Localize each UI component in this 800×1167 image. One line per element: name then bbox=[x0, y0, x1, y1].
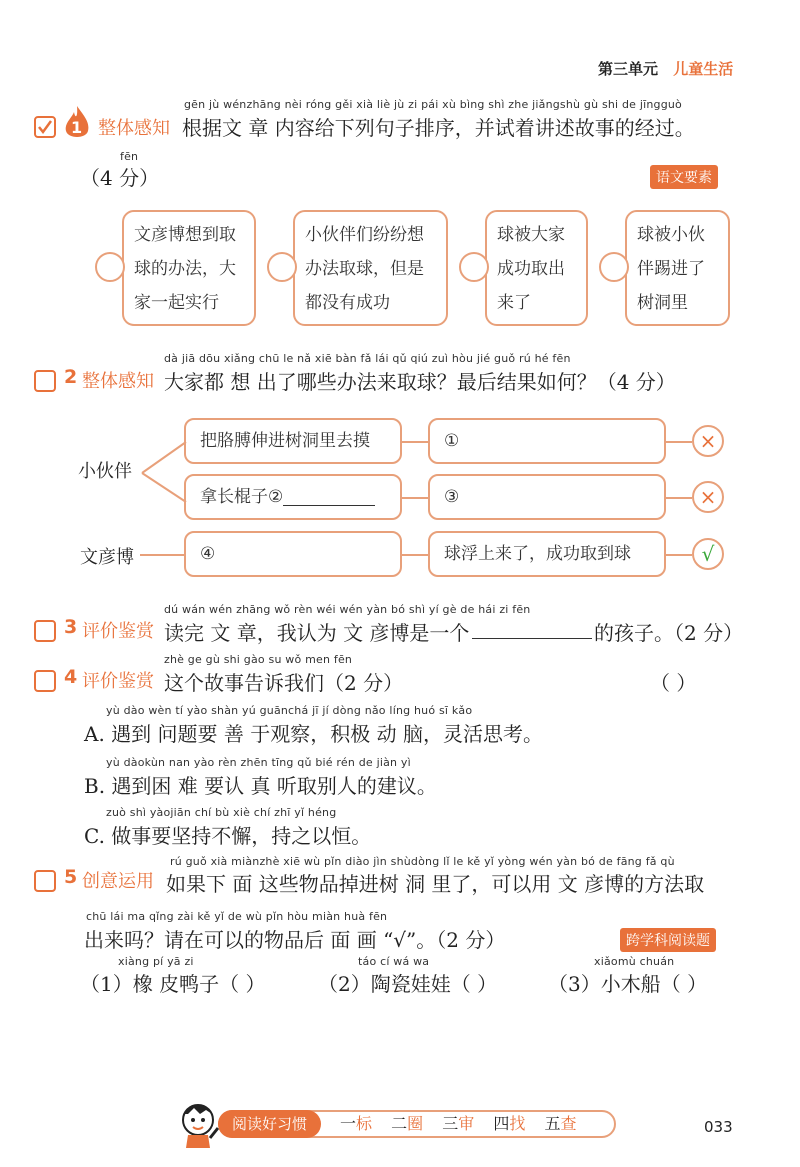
order-circle-4[interactable] bbox=[599, 252, 629, 282]
q3-question-a: 读完 文 章，我认为 文 彦博是一个 bbox=[164, 621, 470, 645]
check-icon bbox=[36, 118, 54, 136]
reading-habit-label: 阅读好习惯 bbox=[218, 1110, 321, 1138]
q5-question-2: 出来吗？请在可以的物品后 面 画 “√”。（2 分） bbox=[84, 928, 506, 952]
order-circle-1[interactable] bbox=[95, 252, 125, 282]
q1-score-pinyin: fēn bbox=[120, 150, 139, 163]
q3-number: 3 bbox=[64, 616, 78, 638]
result-box-1: ① bbox=[428, 418, 666, 464]
q4-question: 这个故事告诉我们（2 分） bbox=[164, 671, 404, 695]
group-label-friends: 小伙伴 bbox=[78, 461, 132, 482]
boy-mascot-icon bbox=[176, 1098, 222, 1150]
blank-2[interactable] bbox=[283, 485, 375, 506]
order-card-3: 球被大家成功取出来了 bbox=[485, 210, 588, 326]
step-1-verb: 标 bbox=[356, 1114, 373, 1133]
method-box-3: ④ bbox=[184, 531, 402, 577]
link-5 bbox=[666, 497, 692, 499]
item-2-pinyin: táo cí wá wa bbox=[358, 955, 430, 968]
unit-label bbox=[598, 58, 733, 79]
unit-text: 第三单元 bbox=[598, 60, 659, 78]
q4-answer-paren[interactable]: （ ） bbox=[650, 671, 697, 695]
step-2-num: 二 bbox=[391, 1114, 408, 1133]
link-1 bbox=[402, 441, 428, 443]
q2-number: 2 bbox=[64, 366, 78, 388]
method-box-1: 把胳膊伸进树洞里去摸 bbox=[184, 418, 402, 464]
result-box-3: 球浮上来了，成功取到球 bbox=[428, 531, 666, 577]
item-wooden-boat[interactable]: （3）小木船（ ） bbox=[548, 972, 708, 996]
option-c[interactable]: C. 做事要坚持不懈，持之以恒。 bbox=[84, 824, 372, 848]
step-3-verb: 审 bbox=[458, 1114, 475, 1133]
connector-line bbox=[140, 554, 184, 556]
q1-question: 根据文 章 内容给下列句子排序，并试着讲述故事的经过。 bbox=[182, 116, 695, 140]
item-rubber-duck[interactable]: （1）橡 皮鸭子（ ） bbox=[80, 972, 266, 996]
link-6 bbox=[666, 554, 692, 556]
check-mark-icon: √ bbox=[692, 538, 724, 570]
q3-answer-blank[interactable] bbox=[472, 638, 592, 639]
item-ceramic-doll[interactable]: （2）陶瓷娃娃（ ） bbox=[318, 972, 498, 996]
q5-pinyin-2: chū lái ma qǐng zài kě yǐ de wù pǐn hòu miàn huà fēn bbox=[86, 910, 388, 923]
q2-pinyin: dà jiā dōu xiǎng chū le nǎ xiē bàn fǎ lái qǔ qiú zuì hòu jié guǒ rú hé fēn bbox=[164, 352, 571, 365]
cross-icon: × bbox=[692, 481, 724, 513]
link-3 bbox=[402, 554, 428, 556]
q1-score: （4 分） bbox=[80, 166, 160, 190]
q2-question: 大家都 想 出了哪些办法来取球？最后结果如何？（4 分） bbox=[164, 370, 676, 394]
step-3-num: 三 bbox=[442, 1114, 459, 1133]
q5-badge: 跨学科阅读题 bbox=[620, 928, 716, 952]
page-number: 033 bbox=[704, 1118, 733, 1136]
q1-checkbox[interactable] bbox=[34, 116, 56, 138]
q2-checkbox[interactable] bbox=[34, 370, 56, 392]
q1-pinyin: gēn jù wénzhāng nèi róng gěi xià liè jù zi pái xù bìng shì zhe jiǎngshù gù shi de jīngguò bbox=[184, 98, 682, 111]
q5-checkbox[interactable] bbox=[34, 870, 56, 892]
q1-badge: 语文要素 bbox=[650, 165, 718, 189]
q1-number: 1 bbox=[71, 118, 83, 137]
result-box-2: ③ bbox=[428, 474, 666, 520]
link-2 bbox=[402, 497, 428, 499]
order-card-1: 文彦博想到取球的办法，大家一起实行 bbox=[122, 210, 256, 326]
option-b[interactable]: B. 遇到困 难 要认 真 听取别人的建议。 bbox=[84, 774, 437, 798]
q5-number: 5 bbox=[64, 866, 78, 888]
bracket-lines bbox=[140, 438, 190, 508]
q3-question-b: 的孩子。（2 分） bbox=[594, 621, 744, 645]
fire-icon bbox=[62, 104, 92, 142]
option-a-pinyin: yù dào wèn tí yào shàn yú guānchá jī jí dòng nǎo líng huó sī kǎo bbox=[106, 704, 473, 717]
q4-pinyin: zhè ge gù shi gào su wǒ men fēn bbox=[164, 653, 353, 666]
method-2-text: 拿长棍子② bbox=[200, 487, 284, 507]
q2-tag: 整体感知 bbox=[82, 371, 154, 392]
q4-number: 4 bbox=[64, 666, 78, 688]
step-5-verb: 查 bbox=[560, 1114, 577, 1133]
q5-question-1: 如果下 面 这些物品掉进树 洞 里了，可以用 文 彦博的方法取 bbox=[166, 872, 705, 896]
method-box-2 bbox=[184, 474, 402, 520]
theme-text: 儿童生活 bbox=[673, 60, 734, 78]
q5-pinyin-1: rú guǒ xià miànzhè xiē wù pǐn diào jìn shùdòng lǐ le kě yǐ yòng wén yàn bó de fāng fǎ qù bbox=[170, 855, 675, 868]
order-card-2: 小伙伴们纷纷想办法取球，但是都没有成功 bbox=[293, 210, 448, 326]
step-4-num: 四 bbox=[493, 1114, 510, 1133]
item-1-pinyin: xiàng pí yā zi bbox=[118, 955, 194, 968]
option-a[interactable]: A. 遇到 问题要 善 于观察，积极 动 脑，灵活思考。 bbox=[84, 722, 543, 746]
order-circle-3[interactable] bbox=[459, 252, 489, 282]
link-4 bbox=[666, 441, 692, 443]
item-3-pinyin: xiǎomù chuán bbox=[594, 955, 675, 968]
step-4-verb: 找 bbox=[509, 1114, 526, 1133]
option-b-pinyin: yù dàokùn nan yào rèn zhēn tīng qǔ bié rén de jiàn yì bbox=[106, 756, 411, 769]
q5-tag: 创意运用 bbox=[82, 871, 154, 892]
order-card-4: 球被小伙伴踢进了树洞里 bbox=[625, 210, 730, 326]
q3-pinyin: dú wán wén zhāng wǒ rèn wéi wén yàn bó shì yí gè de hái zi fēn bbox=[164, 603, 531, 616]
group-label-wenyanbo: 文彦博 bbox=[80, 547, 134, 568]
step-5-num: 五 bbox=[544, 1114, 561, 1133]
step-1-num: 一 bbox=[340, 1114, 357, 1133]
step-2-verb: 圈 bbox=[407, 1114, 424, 1133]
q4-checkbox[interactable] bbox=[34, 670, 56, 692]
cross-icon: × bbox=[692, 425, 724, 457]
order-circle-2[interactable] bbox=[267, 252, 297, 282]
q4-tag: 评价鉴赏 bbox=[82, 671, 154, 692]
habit-steps bbox=[340, 1112, 577, 1136]
option-c-pinyin: zuò shì yàojiān chí bù xiè chí zhī yǐ héng bbox=[106, 806, 337, 819]
q1-tag: 整体感知 bbox=[98, 118, 170, 139]
q3-checkbox[interactable] bbox=[34, 620, 56, 642]
q3-tag: 评价鉴赏 bbox=[82, 621, 154, 642]
